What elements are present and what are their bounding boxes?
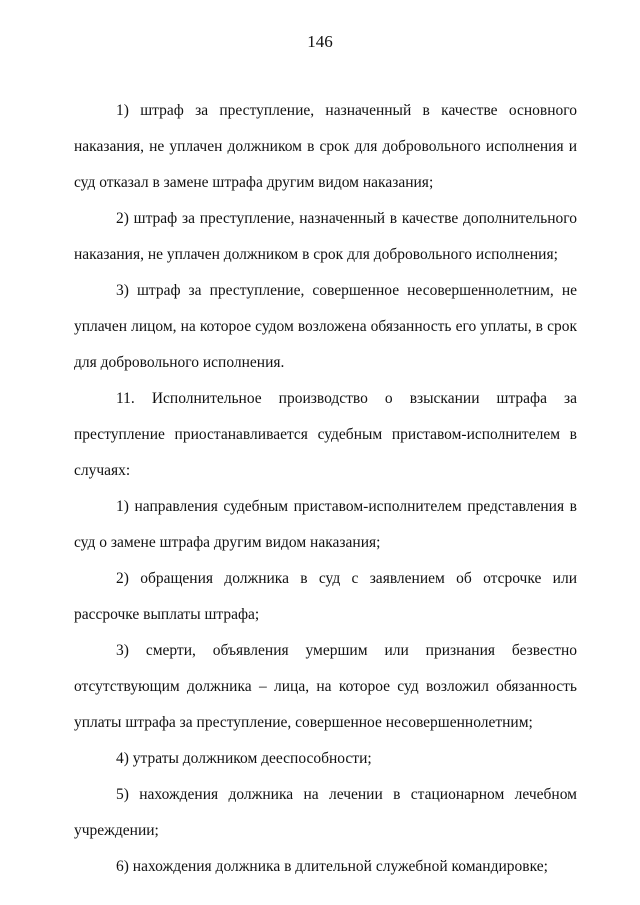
paragraph-fine-minor-unpaid: 3) штраф за преступление, совершенное несовершеннолетним, не уплачен лицом, на которое судом возложена обязанность его уплаты, в срок для добровольного исполнения. xyxy=(74,282,577,371)
paragraph-case-hospital: 5) нахождения должника на лечении в стационарном лечебном учреждении; xyxy=(74,786,577,839)
document-body xyxy=(74,93,577,885)
paragraph-case-business-trip: 6) нахождения должника в длительной служебной командировке; xyxy=(116,858,548,875)
paragraph-fine-additional-unpaid: 2) штраф за преступление, назначенный в качестве дополнительного наказания, не уплачен должником в срок для добровольного исполнения; xyxy=(74,210,577,263)
paragraph-case-representation: 1) направления судебным приставом-исполнителем представления в суд о замене штрафа другим видом наказания; xyxy=(74,498,577,551)
paragraph-case-deferral-request: 2) обращения должника в суд с заявлением об отсрочке или рассрочке выплаты штрафа; xyxy=(74,570,577,623)
paragraph-section-11: 11. Исполнительное производство о взыскании штрафа за преступление приостанавливается судебным приставом-исполнителем в случаях: xyxy=(74,390,577,479)
paragraph-fine-main-unpaid: 1) штраф за преступление, назначенный в качестве основного наказания, не уплачен должником в срок для добровольного исполнения и суд отказал в замене штрафа другим видом наказания; xyxy=(74,102,577,191)
paragraph-case-incapacity: 4) утраты должником дееспособности; xyxy=(116,750,372,767)
paragraph-case-death-missing: 3) смерти, объявления умершим или признания безвестно отсутствующим должника – лица, на которое суд возложил обязанность уплаты штрафа за преступление, совершенное несовершеннолетним; xyxy=(74,642,577,731)
page-number: 146 xyxy=(307,32,333,51)
